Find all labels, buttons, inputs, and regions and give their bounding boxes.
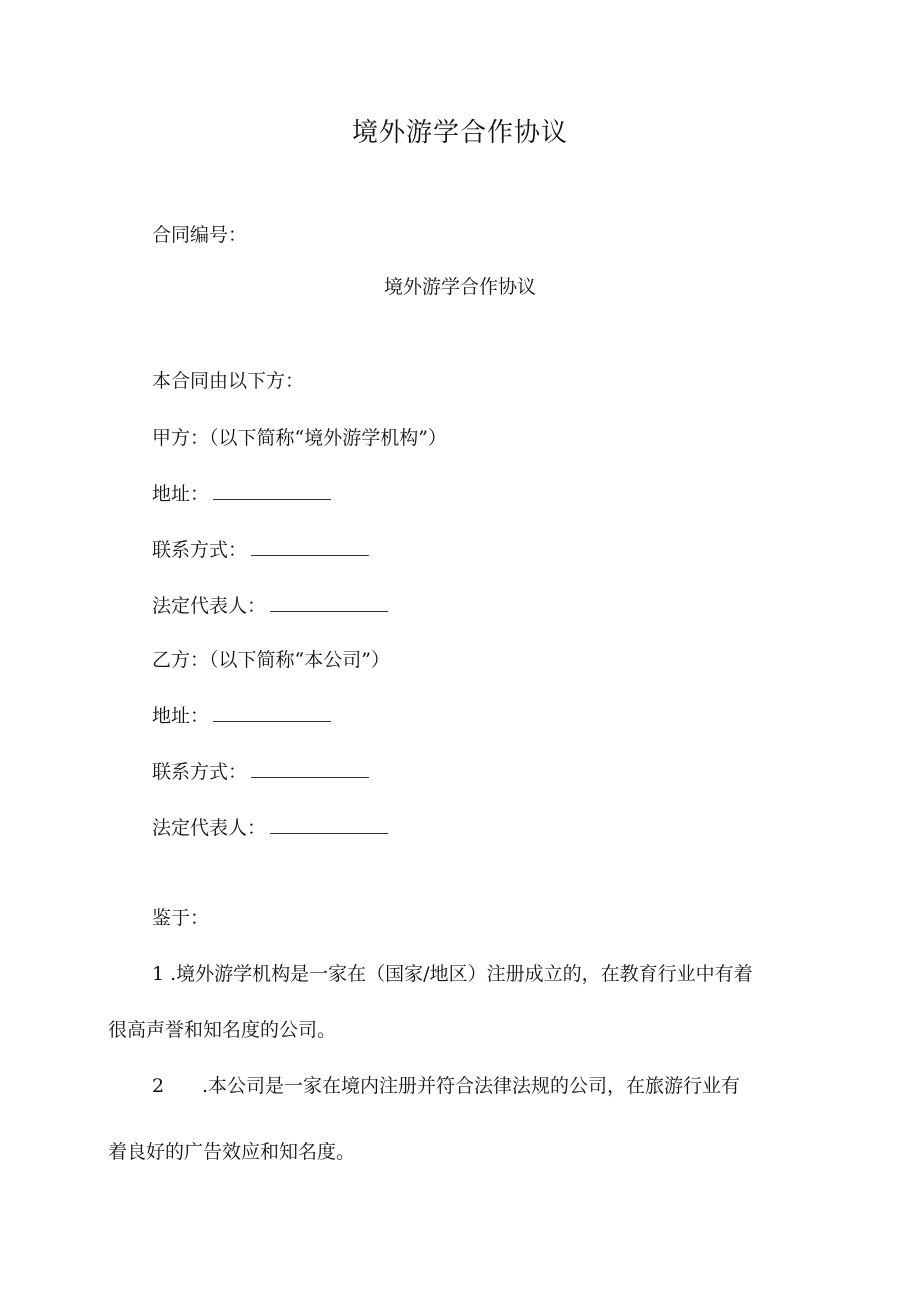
- clause-1-text-1: .境外游学机构是一家在（国家/地区）注册成立的，在教育行业中有着: [170, 963, 753, 985]
- party-a-heading: 甲方：（以下简称“境外游学机构”）: [152, 427, 447, 449]
- party-b-address: [152, 701, 331, 728]
- clause-2-number: 2: [152, 1075, 165, 1097]
- party-a-contact-label: 联系方式：: [152, 539, 248, 561]
- party-a-representative: [152, 591, 388, 618]
- clause-2-text-1: .本公司是一家在境内注册并符合法律法规的公司，在旅游行业有: [202, 1075, 741, 1097]
- party-b-address-blank[interactable]: [213, 709, 331, 722]
- party-a-rep-blank[interactable]: [270, 599, 388, 612]
- party-b-rep-label: 法定代表人：: [152, 817, 267, 839]
- party-b-address-label: 地址：: [152, 705, 210, 727]
- party-b-contact: [152, 757, 369, 784]
- party-a-rep-label: 法定代表人：: [152, 595, 267, 617]
- party-b-contact-blank[interactable]: [251, 765, 369, 778]
- document-title: 境外游学合作协议: [351, 118, 568, 148]
- contract-number-label: 合同编号：: [152, 224, 248, 246]
- clause-1-number: 1: [152, 963, 165, 985]
- party-a-address-blank[interactable]: [213, 487, 331, 500]
- party-b-rep-blank[interactable]: [270, 821, 388, 834]
- party-a-contact: [152, 535, 369, 562]
- clause-2-line-2: 着良好的广告效应和知名度。: [108, 1141, 356, 1163]
- clause-1-line-2: 很高声誉和知名度的公司。: [108, 1019, 337, 1041]
- document-subtitle: 境外游学合作协议: [383, 276, 536, 298]
- clause-1-line-1: [152, 959, 753, 986]
- party-a-contact-blank[interactable]: [251, 543, 369, 556]
- parties-intro: 本合同由以下方：: [152, 370, 305, 392]
- whereas-label: 鉴于：: [152, 907, 210, 929]
- party-a-address-label: 地址：: [152, 483, 210, 505]
- party-a-address: [152, 479, 331, 506]
- party-b-representative: [152, 813, 388, 840]
- clause-2-line-1: [152, 1071, 740, 1098]
- party-b-contact-label: 联系方式：: [152, 761, 248, 783]
- party-b-heading: 乙方：（以下简称“本公司”）: [152, 649, 390, 671]
